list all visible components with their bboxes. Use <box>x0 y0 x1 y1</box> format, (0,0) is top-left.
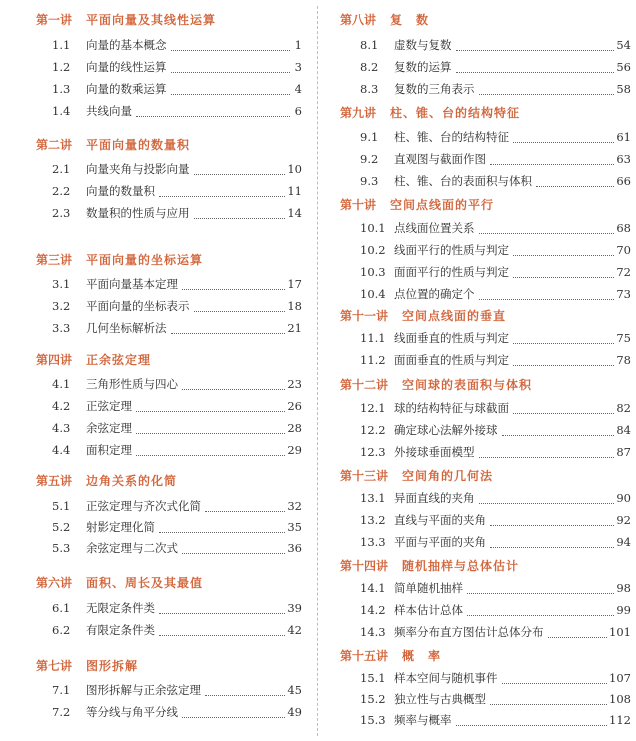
toc-entry[interactable] <box>52 537 302 559</box>
toc-entry[interactable] <box>52 516 302 538</box>
entry-number: 3.3 <box>52 321 71 335</box>
dot-leader <box>467 615 614 616</box>
entry-title: 复数的运算 <box>394 60 452 74</box>
entry-page: 35 <box>287 520 302 534</box>
dot-leader <box>479 299 615 300</box>
chapter-heading[interactable] <box>36 471 177 491</box>
dot-leader <box>136 455 285 456</box>
entry-title: 外接球垂面模型 <box>394 445 475 459</box>
entry-page: 56 <box>616 60 631 74</box>
chapter-heading[interactable] <box>36 656 138 676</box>
entry-page: 73 <box>616 287 631 301</box>
chapter-number: 第十一讲 <box>340 309 389 323</box>
entry-page: 78 <box>616 353 631 367</box>
chapter-heading[interactable] <box>340 646 441 666</box>
dot-leader <box>490 704 607 705</box>
entry-title: 余弦定理 <box>86 421 132 435</box>
dot-leader <box>513 255 614 256</box>
dot-leader <box>467 593 614 594</box>
toc-entry[interactable] <box>360 577 631 599</box>
toc-entry[interactable] <box>360 34 631 56</box>
toc-entry[interactable] <box>52 679 302 701</box>
entry-page: 101 <box>609 625 631 639</box>
dot-leader <box>136 433 285 434</box>
entry-number: 8.2 <box>360 60 379 74</box>
dot-leader <box>536 186 614 187</box>
chapter-number: 第四讲 <box>36 353 73 367</box>
toc-entry[interactable] <box>52 439 302 461</box>
toc-entry[interactable] <box>360 441 631 463</box>
entry-page: 36 <box>287 541 302 555</box>
entry-title: 点线面位置关系 <box>394 221 475 235</box>
dot-leader <box>159 532 285 533</box>
entry-number: 2.2 <box>52 184 71 198</box>
dot-leader <box>456 50 615 51</box>
dot-leader <box>171 94 291 95</box>
entry-title: 样本估计总体 <box>394 603 463 617</box>
toc-entry[interactable] <box>52 317 302 339</box>
chapter-number: 第二讲 <box>36 138 73 152</box>
dot-leader <box>479 94 615 95</box>
entry-title: 正弦定理 <box>86 399 132 413</box>
entry-page: 26 <box>287 399 302 413</box>
toc-entry[interactable] <box>360 599 631 621</box>
dot-leader <box>548 637 608 638</box>
entry-page: 90 <box>616 491 631 505</box>
chapter-title: 空间球的表面积与体积 <box>402 378 533 392</box>
toc-entry[interactable] <box>52 56 302 78</box>
chapter-heading[interactable] <box>340 556 519 576</box>
entry-title: 向量的线性运算 <box>86 60 167 74</box>
entry-page: 6 <box>294 104 302 118</box>
chapter-number: 第十三讲 <box>340 469 389 483</box>
entry-page: 108 <box>609 692 631 706</box>
toc-entry[interactable] <box>52 180 302 202</box>
chapter-heading[interactable] <box>340 10 429 30</box>
entry-title: 点位置的确定个 <box>394 287 475 301</box>
dot-leader <box>205 511 285 512</box>
column-divider <box>317 6 318 736</box>
dot-leader <box>456 725 608 726</box>
entry-number: 14.1 <box>360 581 386 595</box>
chapter-heading[interactable] <box>340 103 520 123</box>
entry-title: 柱、锥、台的表面积与体积 <box>394 174 532 188</box>
entry-number: 4.2 <box>52 399 71 413</box>
entry-number: 4.1 <box>52 377 71 391</box>
entry-page: 68 <box>616 221 631 235</box>
entry-number: 14.3 <box>360 625 386 639</box>
toc-entry[interactable] <box>52 597 302 619</box>
entry-page: 45 <box>287 683 302 697</box>
entry-page: 98 <box>616 581 631 595</box>
entry-title: 几何坐标解析法 <box>86 321 167 335</box>
entry-title: 柱、锥、台的结构特征 <box>394 130 509 144</box>
entry-number: 7.1 <box>52 683 71 697</box>
entry-page: 61 <box>616 130 631 144</box>
toc-entry[interactable] <box>360 126 631 148</box>
entry-title: 直线与平面的夹角 <box>394 513 486 527</box>
entry-number: 5.1 <box>52 499 71 513</box>
entry-number: 12.3 <box>360 445 386 459</box>
entry-number: 6.1 <box>52 601 71 615</box>
chapter-title: 空间点线面的平行 <box>390 198 495 212</box>
toc-entry[interactable] <box>360 148 631 170</box>
chapter-heading[interactable] <box>340 195 494 215</box>
entry-number: 7.2 <box>52 705 71 719</box>
entry-number: 1.2 <box>52 60 71 74</box>
dot-leader <box>159 635 285 636</box>
dot-leader <box>182 389 285 390</box>
entry-title: 面面垂直的性质与判定 <box>394 353 509 367</box>
entry-number: 9.3 <box>360 174 379 188</box>
entry-title: 确定球心法解外接球 <box>394 423 498 437</box>
toc-entry[interactable] <box>360 487 631 509</box>
entry-page: 1 <box>294 38 302 52</box>
chapter-number: 第六讲 <box>36 576 73 590</box>
chapter-number: 第一讲 <box>36 13 73 27</box>
entry-number: 11.1 <box>360 331 386 345</box>
entry-number: 12.2 <box>360 423 386 437</box>
chapter-title: 空间点线面的垂直 <box>402 309 507 323</box>
entry-page: 17 <box>287 277 302 291</box>
entry-page: 32 <box>287 499 302 513</box>
chapter-number: 第三讲 <box>36 253 73 267</box>
entry-number: 10.3 <box>360 265 386 279</box>
toc-entry[interactable] <box>360 531 631 553</box>
entry-number: 2.3 <box>52 206 71 220</box>
entry-number: 5.3 <box>52 541 71 555</box>
entry-title: 等分线与角平分线 <box>86 705 178 719</box>
entry-page: 39 <box>287 601 302 615</box>
entry-page: 84 <box>616 423 631 437</box>
entry-title: 向量夹角与投影向量 <box>86 162 190 176</box>
toc-entry[interactable] <box>52 202 302 224</box>
chapter-title: 空间角的几何法 <box>402 469 494 483</box>
chapter-heading[interactable] <box>36 135 190 155</box>
dot-leader <box>171 50 291 51</box>
entry-title: 复数的三角表示 <box>394 82 475 96</box>
entry-number: 10.4 <box>360 287 386 301</box>
entry-title: 独立性与古典概型 <box>394 692 486 706</box>
dot-leader <box>182 717 285 718</box>
entry-page: 87 <box>616 445 631 459</box>
entry-number: 9.1 <box>360 130 379 144</box>
entry-number: 13.2 <box>360 513 386 527</box>
entry-number: 11.2 <box>360 353 386 367</box>
entry-page: 42 <box>287 623 302 637</box>
toc-entry[interactable] <box>52 158 302 180</box>
entry-title: 面积定理 <box>86 443 132 457</box>
toc-entry[interactable] <box>52 373 302 395</box>
chapter-title: 图形拆解 <box>86 659 139 673</box>
entry-title: 正弦定理与齐次式化简 <box>86 499 201 513</box>
chapter-number: 第八讲 <box>340 13 377 27</box>
dot-leader <box>513 365 614 366</box>
toc-entry[interactable] <box>360 667 631 689</box>
toc-entry[interactable] <box>52 34 302 56</box>
chapter-title: 概 率 <box>402 649 442 663</box>
entry-title: 球的结构特征与球截面 <box>394 401 509 415</box>
entry-page: 75 <box>616 331 631 345</box>
dot-leader <box>205 695 285 696</box>
entry-title: 向量的数乘运算 <box>86 82 167 96</box>
chapter-title: 柱、锥、台的结构特征 <box>390 106 521 120</box>
entry-title: 频率与概率 <box>394 713 452 727</box>
dot-leader <box>171 72 291 73</box>
dot-leader <box>502 683 608 684</box>
entry-page: 10 <box>287 162 302 176</box>
chapter-heading[interactable] <box>340 375 532 395</box>
entry-title: 频率分布直方图估计总体分布 <box>394 625 544 639</box>
dot-leader <box>513 277 614 278</box>
entry-title: 简单随机抽样 <box>394 581 463 595</box>
entry-page: 70 <box>616 243 631 257</box>
entry-title: 数量积的性质与应用 <box>86 206 190 220</box>
entry-number: 2.1 <box>52 162 71 176</box>
chapter-title: 复 数 <box>390 13 430 27</box>
entry-title: 三角形性质与四心 <box>86 377 178 391</box>
entry-page: 23 <box>287 377 302 391</box>
dot-leader <box>490 164 614 165</box>
dot-leader <box>182 553 285 554</box>
toc-entry[interactable] <box>360 261 631 283</box>
entry-number: 15.3 <box>360 713 386 727</box>
chapter-heading[interactable] <box>340 466 493 486</box>
chapter-number: 第十二讲 <box>340 378 389 392</box>
entry-title: 虚数与复数 <box>394 38 452 52</box>
entry-title: 图形拆解与正余弦定理 <box>86 683 201 697</box>
dot-leader <box>479 503 615 504</box>
toc-entry[interactable] <box>360 419 631 441</box>
entry-title: 射影定理化简 <box>86 520 155 534</box>
entry-page: 4 <box>294 82 302 96</box>
chapter-title: 边角关系的化简 <box>86 474 178 488</box>
entry-number: 5.2 <box>52 520 71 534</box>
toc-entry[interactable] <box>360 327 631 349</box>
entry-title: 余弦定理与二次式 <box>86 541 178 555</box>
dot-leader <box>194 311 286 312</box>
toc-entry[interactable] <box>52 295 302 317</box>
chapter-number: 第十讲 <box>340 198 377 212</box>
dot-leader <box>182 289 285 290</box>
chapter-title: 正余弦定理 <box>86 353 152 367</box>
entry-page: 92 <box>616 513 631 527</box>
dot-leader <box>513 343 614 344</box>
entry-page: 54 <box>616 38 631 52</box>
toc-entry[interactable] <box>52 417 302 439</box>
toc-entry[interactable] <box>360 688 631 710</box>
entry-number: 6.2 <box>52 623 71 637</box>
entry-number: 13.3 <box>360 535 386 549</box>
entry-number: 1.4 <box>52 104 71 118</box>
entry-number: 14.2 <box>360 603 386 617</box>
entry-title: 平面向量基本定理 <box>86 277 178 291</box>
entry-number: 13.1 <box>360 491 386 505</box>
entry-page: 28 <box>287 421 302 435</box>
toc-entry[interactable] <box>52 619 302 641</box>
chapter-title: 随机抽样与总体估计 <box>402 559 520 573</box>
entry-page: 3 <box>294 60 302 74</box>
toc-entry[interactable] <box>360 349 631 371</box>
entry-number: 3.1 <box>52 277 71 291</box>
entry-title: 共线向量 <box>86 104 132 118</box>
toc-entry[interactable] <box>52 100 302 122</box>
toc-entry[interactable] <box>360 56 631 78</box>
toc-entry[interactable] <box>52 78 302 100</box>
entry-number: 8.3 <box>360 82 379 96</box>
toc-entry[interactable] <box>360 217 631 239</box>
dot-leader <box>513 413 614 414</box>
entry-page: 82 <box>616 401 631 415</box>
entry-number: 15.1 <box>360 671 386 685</box>
entry-title: 面面平行的性质与判定 <box>394 265 509 279</box>
entry-number: 4.4 <box>52 443 71 457</box>
chapter-number: 第七讲 <box>36 659 73 673</box>
toc-entry[interactable] <box>360 239 631 261</box>
entry-number: 15.2 <box>360 692 386 706</box>
toc-entry[interactable] <box>360 78 631 100</box>
dot-leader <box>171 333 286 334</box>
entry-title: 样本空间与随机事件 <box>394 671 498 685</box>
entry-number: 4.3 <box>52 421 71 435</box>
entry-page: 21 <box>287 321 302 335</box>
entry-number: 1.3 <box>52 82 71 96</box>
entry-number: 3.2 <box>52 299 71 313</box>
dot-leader <box>159 196 285 197</box>
entry-page: 49 <box>287 705 302 719</box>
chapter-number: 第五讲 <box>36 474 73 488</box>
dot-leader <box>194 218 286 219</box>
entry-page: 58 <box>616 82 631 96</box>
chapter-number: 第十五讲 <box>340 649 389 663</box>
entry-title: 异面直线的夹角 <box>394 491 475 505</box>
toc-entry[interactable] <box>360 397 631 419</box>
entry-page: 63 <box>616 152 631 166</box>
toc-entry[interactable] <box>52 495 302 517</box>
entry-title: 平面与平面的夹角 <box>394 535 486 549</box>
chapter-number: 第九讲 <box>340 106 377 120</box>
dot-leader <box>513 142 614 143</box>
chapter-title: 平面向量及其线性运算 <box>86 13 217 27</box>
chapter-heading[interactable] <box>340 306 506 326</box>
entry-title: 无限定条件类 <box>86 601 155 615</box>
chapter-number: 第十四讲 <box>340 559 389 573</box>
dot-leader <box>490 547 614 548</box>
entry-page: 14 <box>287 206 302 220</box>
entry-title: 线面垂直的性质与判定 <box>394 331 509 345</box>
dot-leader <box>136 411 285 412</box>
entry-page: 18 <box>287 299 302 313</box>
dot-leader <box>159 613 285 614</box>
entry-title: 向量的数量积 <box>86 184 155 198</box>
toc-entry[interactable] <box>360 709 631 731</box>
entry-page: 29 <box>287 443 302 457</box>
dot-leader <box>490 525 614 526</box>
entry-title: 平面向量的坐标表示 <box>86 299 190 313</box>
chapter-title: 平面向量的数量积 <box>86 138 191 152</box>
chapter-title: 面积、周长及其最值 <box>86 576 204 590</box>
dot-leader <box>456 72 615 73</box>
entry-page: 11 <box>287 184 302 198</box>
dot-leader <box>479 457 615 458</box>
toc-entry[interactable] <box>52 273 302 295</box>
entry-page: 107 <box>609 671 631 685</box>
toc-entry[interactable] <box>360 283 631 305</box>
toc-entry[interactable] <box>360 509 631 531</box>
chapter-heading[interactable] <box>36 10 216 30</box>
entry-number: 1.1 <box>52 38 71 52</box>
chapter-heading[interactable] <box>36 350 151 370</box>
dot-leader <box>194 174 286 175</box>
entry-page: 99 <box>616 603 631 617</box>
dot-leader <box>479 233 615 234</box>
entry-number: 10.2 <box>360 243 386 257</box>
entry-page: 94 <box>616 535 631 549</box>
toc-entry[interactable] <box>360 170 631 192</box>
toc-entry[interactable] <box>52 701 302 723</box>
entry-title: 向量的基本概念 <box>86 38 167 52</box>
toc-entry[interactable] <box>360 621 631 643</box>
chapter-heading[interactable] <box>36 250 203 270</box>
entry-title: 直观图与截面作图 <box>394 152 486 166</box>
dot-leader <box>136 116 290 117</box>
toc-entry[interactable] <box>52 395 302 417</box>
chapter-title: 平面向量的坐标运算 <box>86 253 204 267</box>
entry-number: 10.1 <box>360 221 386 235</box>
entry-title: 有限定条件类 <box>86 623 155 637</box>
entry-page: 112 <box>609 713 631 727</box>
entry-number: 8.1 <box>360 38 379 52</box>
entry-number: 9.2 <box>360 152 379 166</box>
entry-page: 66 <box>616 174 631 188</box>
entry-number: 12.1 <box>360 401 386 415</box>
dot-leader <box>502 435 615 436</box>
entry-page: 72 <box>616 265 631 279</box>
entry-title: 线面平行的性质与判定 <box>394 243 509 257</box>
chapter-heading[interactable] <box>36 573 203 593</box>
